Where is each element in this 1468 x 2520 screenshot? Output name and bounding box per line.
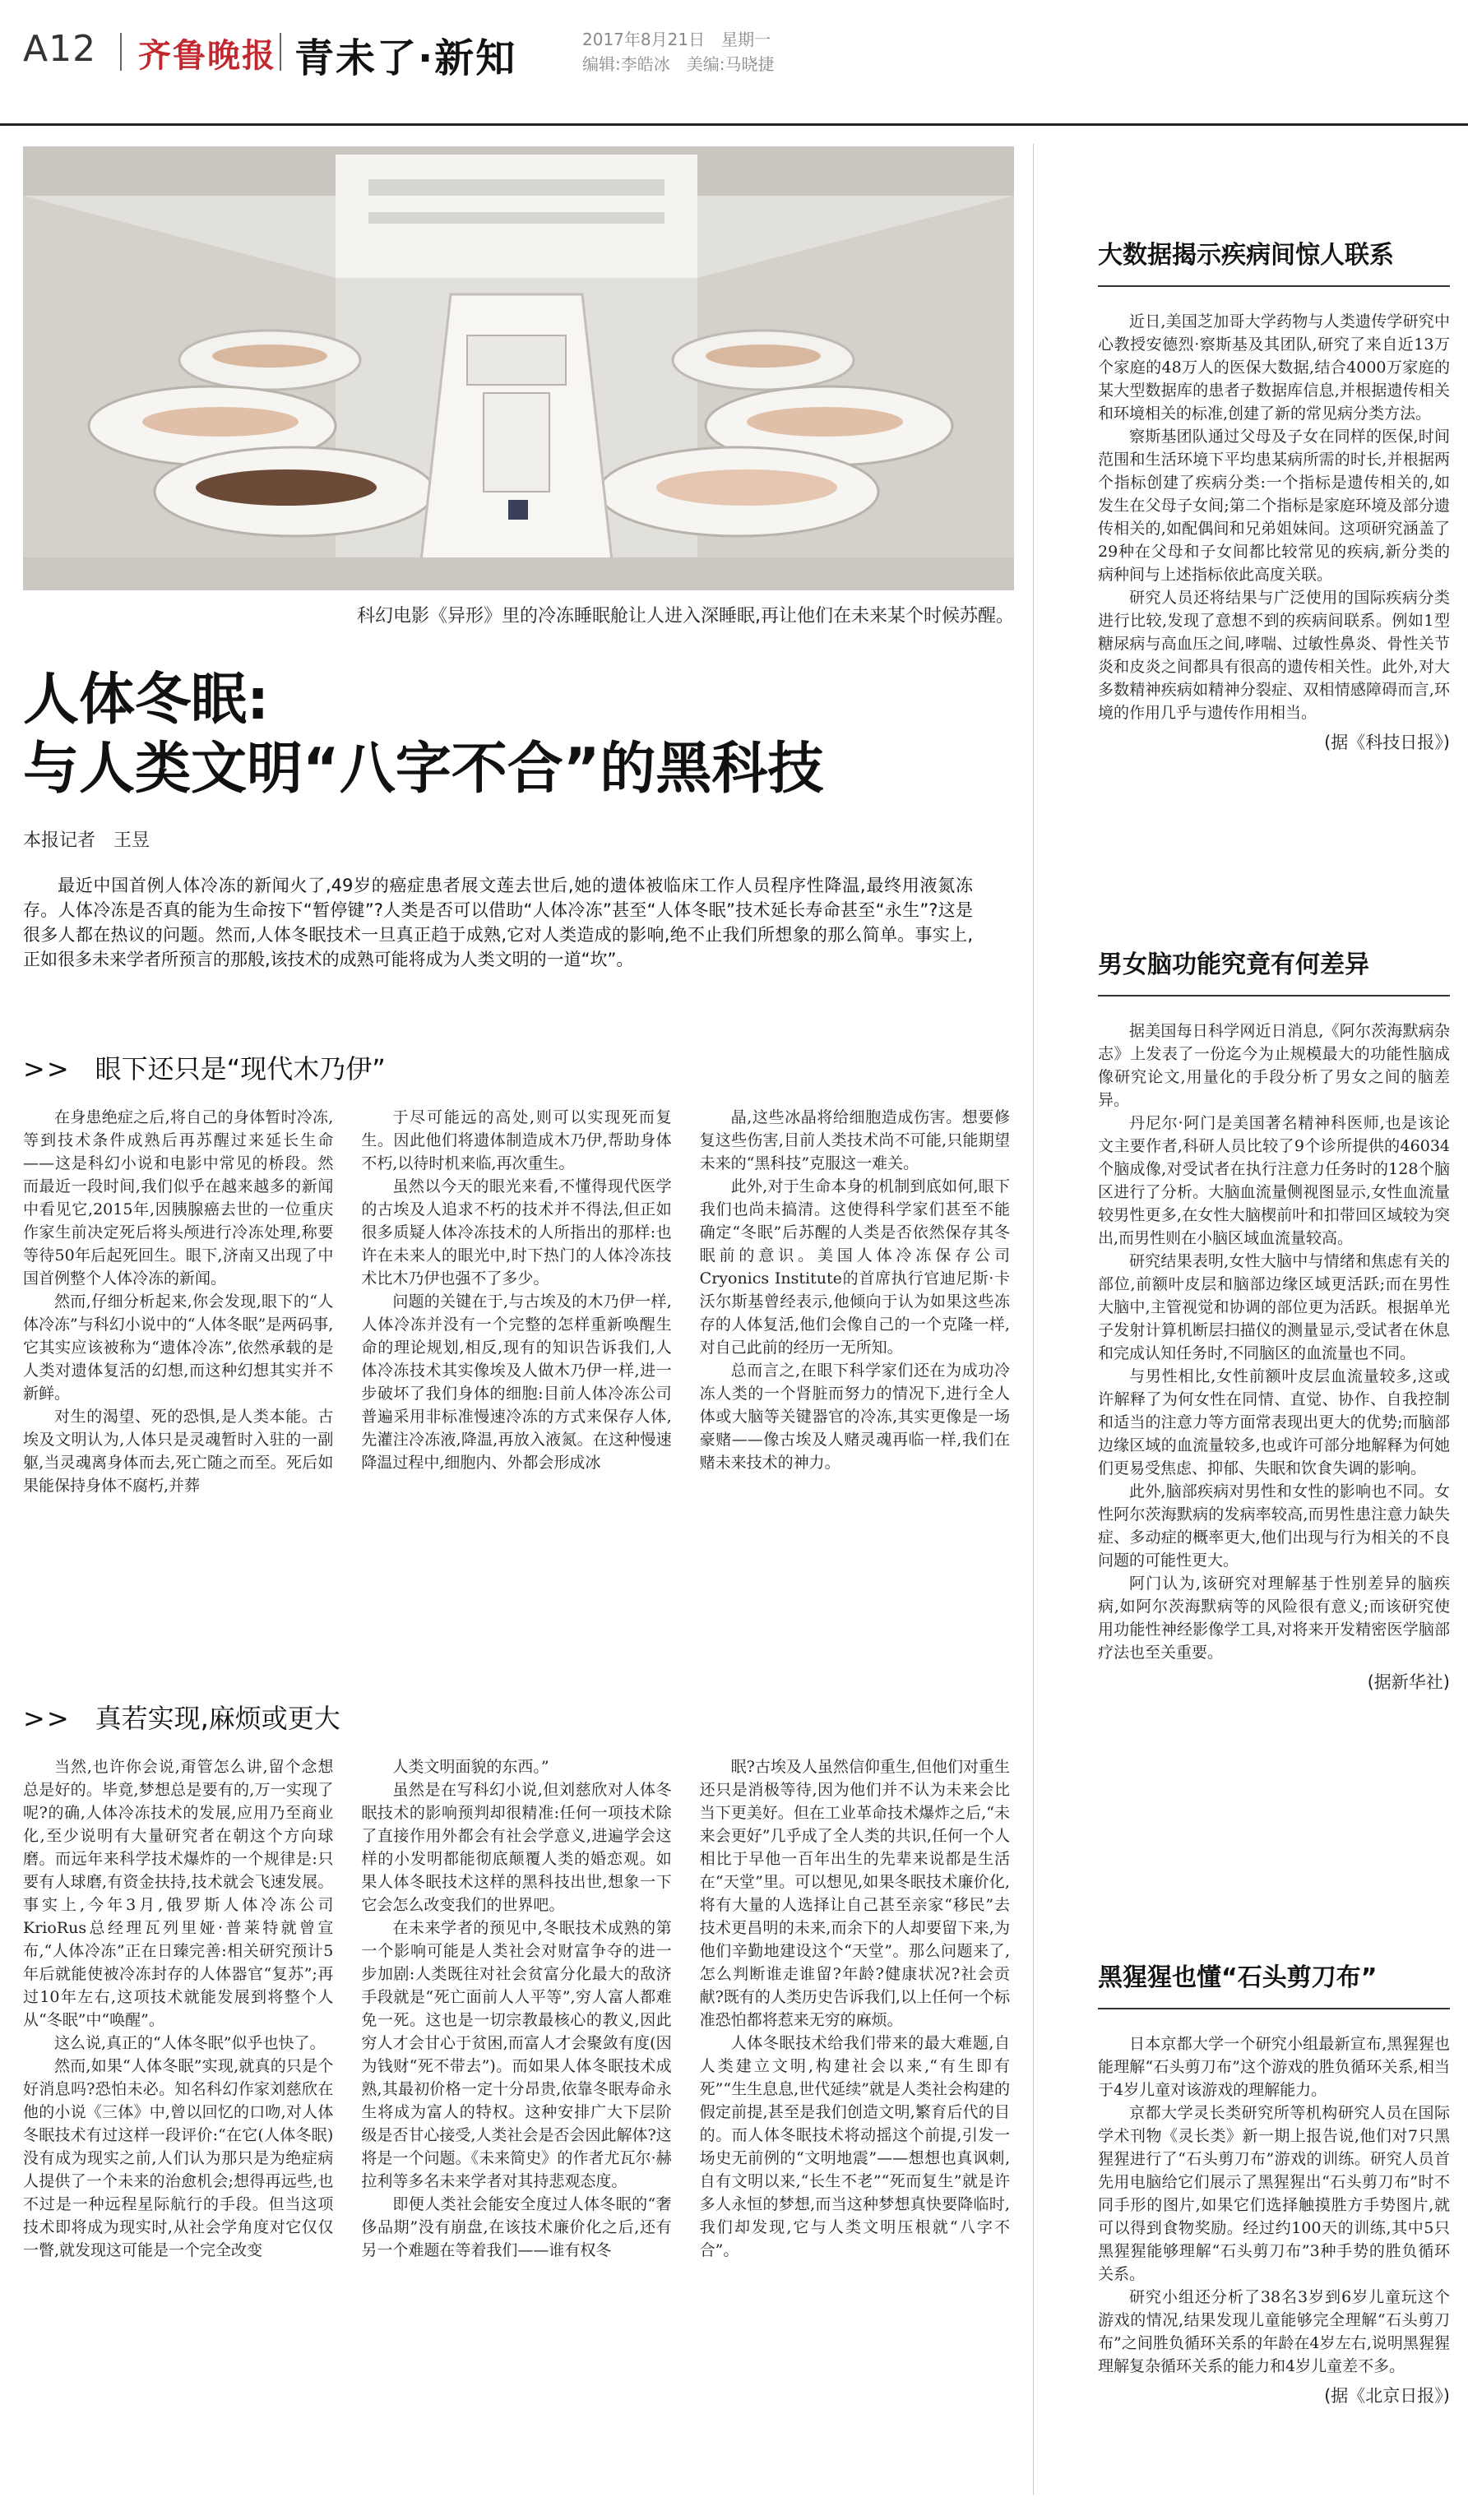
masthead-divider — [120, 33, 122, 71]
section-arrow-icon: >> — [23, 1053, 71, 1084]
body-paragraph: 人类文明面貌的东西。” — [392, 1758, 549, 1776]
sidebar-paragraph: 阿门认为,该研究对理解基于性别差异的脑疾病,如阿尔茨海默病等的风险很有意义;而该研究使用功能性神经影像学工具,对将来开发精密医学脑部疗法也至关重要。 — [1098, 1574, 1450, 1662]
cryosleep-pod-photo — [23, 146, 1014, 590]
section-2-columns — [23, 1755, 1010, 2262]
sidebar-paragraph: 研究小组还分析了38名3岁到6岁儿童玩这个游戏的情况,结果发现儿童能够完全理解“石头剪刀布”之间胜负循环关系的年龄在4岁左右,说明黑猩猩理解复杂循环关系的能力和4岁儿童差不多。 — [1098, 2288, 1450, 2375]
body-paragraph: 这么说,真正的“人体冬眠”似乎也快了。 — [54, 2034, 326, 2052]
sidebar-article-title: 男女脑功能究竟有何差异 — [1098, 950, 1369, 979]
sidebar-article-body — [1098, 2032, 1450, 2378]
photo-illustration — [23, 146, 1014, 590]
body-column — [23, 1106, 333, 1497]
body-column — [23, 1755, 333, 2262]
sidebar-article-body — [1098, 1020, 1450, 1664]
sidebar-paragraph: 研究结果表明,女性大脑中与情绪和焦虑有关的部位,前额叶皮层和脑部边缘区域更活跃;而在男性大脑中,主管视觉和协调的部位更为活跃。根据单光子发射计算机断层扫描仪的测量显示,受试者在休息和完成认知任务时,不同脑区的血流量也不同。 — [1098, 1252, 1450, 1362]
photo-caption: 科幻电影《异形》里的冷冻睡眠舱让人进入深睡眠,再让他们在未来某个时候苏醒。 — [357, 606, 1014, 627]
sidebar-divider — [1033, 144, 1034, 2495]
body-paragraph: 对生的渴望、死的恐惧,是人类本能。古埃及文明认为,人体只是灵魂暂时入驻的一副躯,当灵魂离身体而去,死亡随之而至。死后如果能保持身体不腐朽,并葬 — [23, 1408, 334, 1495]
sidebar-source: (据新华社) — [1367, 1672, 1450, 1692]
issue-date: 2017年8月21日 星期一 — [582, 30, 771, 49]
body-paragraph: 眠?古埃及人虽然信仰重生,但他们对重生还只是消极等待,因为他们并不认为未来会比当下更美好。但在工业革命技术爆炸之后,“未来会更好”几乎成了全人类的共识,任何一个人相比于早他一百年出生的先辈来说都是生活在“天堂”里。可以想见,如果冬眠技术廉价化,将有大量的人选择让自己甚至亲家“移民”去技术更昌明的未来,而余下的人却要留下来,为他们辛勤地建设这个“天堂”。那么问题来了,怎么判断谁走谁留?年龄?健康状况?社会贡献?既有的人类历史告诉我们,以上任何一个标准恐怕都将惹来无穷的麻烦。 — [699, 1758, 1010, 2029]
section-title-2: 真若实现,麻烦或更大 — [95, 1703, 340, 1734]
page-number: A12 — [23, 28, 97, 70]
body-column — [700, 1106, 1010, 1497]
body-paragraph: 在身患绝症之后,将自己的身体暂时冷冻,等到技术条件成熟后再苏醒过来延长生命——这是科幻小说和电影中常见的桥段。然而最近一段时间,我们似乎在越来越多的新闻中看见它,2015年,因胰腺癌去世的一位重庆作家生前决定死后将头颅进行冷冻处理,称要等待50年后起死回生。眼下,济南又出现了中国首例整个人体冷冻的新闻。 — [23, 1108, 334, 1288]
body-paragraph: 然而,仔细分析起来,你会发现,眼下的“人体冷冻”与科幻小说中的“人体冬眠”是两码事,它其实应该被称为“遗体冷冻”,依然承载的是人类对遗体复活的幻想,而这种幻想其实并不新鲜。 — [23, 1292, 334, 1403]
sidebar-title-rule — [1098, 995, 1450, 996]
body-paragraph: 在未来学者的预见中,冬眠技术成熟的第一个影响可能是人类社会对财富争夺的进一步加剧:人类既往对社会贫富分化最大的敌济手段就是“死亡面前人人平等”,穷人富人都难免一死。这也是一切宗教最核心的教义,因此穷人才会甘心于贫困,而富人才会聚敛有度(因为钱财“死不带去”)。而如果人体冬眠技术成熟,其最初价格一定十分昂贵,依靠冬眠寿命永生将成为富人的特权。这种安排广大下层阶级是否甘心接受,人类社会是否会因此解体?这将是一个问题。《未来简史》的作者尤瓦尔·赫拉利等多名未来学者对其持悲观态度。 — [361, 1919, 672, 2190]
sidebar-paragraph: 京都大学灵长类研究所等机构研究人员在国际学术刊物《灵长类》新一期上报告说,他们对7只黑猩猩进行了“石头剪刀布”游戏的训练。研究人员首先用电脑给它们展示了黑猩猩出“石头剪刀布”时不同手形的图片,如果它们选择触摸胜方手势图片,就可以得到食物奖励。经过约100天的训练,其中5只黑猩猩能够理解“石头剪刀布”3种手势的胜负循环关系。 — [1098, 2104, 1450, 2283]
sidebar-paragraph: 丹尼尔·阿门是美国著名精神科医师,也是该论文主要作者,科研人员比较了9个诊所提供的46034个脑成像,对受试者在执行注意力任务时的128个脑区进行了分析。大脑血流量侧视图显示,女性血流量较男性更多,在女性大脑楔前叶和扣带回区域较为突出,而男性则在小脑区域血流量较高。 — [1098, 1114, 1450, 1247]
body-column — [361, 1106, 671, 1497]
body-paragraph: 然而,如果“人体冬眠”实现,就真的只是个好消息吗?恐怕未必。知名科幻作家刘慈欣在他的小说《三体》中,曾以回忆的口吻,对人体冬眠技术有过这样一段评价:“在它(人体冬眠)没有成为现实之前,人们认为那只是为绝症病人提供了一个未来的治愈机会;想得再远些,也不过是一种远程星际航行的手段。但当这项技术即将成为现实时,从社会学角度对它仅仅一瞥,就发现这可能是一个完全改变 — [23, 2057, 334, 2259]
section-arrow-icon: >> — [23, 1703, 71, 1734]
section-1-columns — [23, 1106, 1010, 1497]
byline: 本报记者 王昱 — [23, 830, 151, 851]
body-paragraph: 虽然以今天的眼光来看,不懂得现代医学的古埃及人追求不朽的技术并不得法,但正如很多质疑人体冷冻技术的人所指出的那样:也许在未来人的眼光中,时下热门的人体冷冻技术比木乃伊也强不了多少。 — [361, 1177, 672, 1288]
section-heading-1 — [23, 1048, 386, 1086]
editor-credits: 编辑:李皓冰 美编:马晓捷 — [582, 54, 775, 74]
newspaper-logo: 齐鲁晚报 — [138, 36, 276, 75]
body-paragraph: 当然,也许你会说,甭管怎么讲,留个念想总是好的。毕竟,梦想总是要有的,万一实现了呢?的确,人体冷冻技术的发展,应用乃至商业化,至少说明有大量研究者在朝这个方向球磨。而远年来科学技术爆炸的一个规律是:只要有人球磨,有资金扶持,技术就会飞速发展。事实上,今年3月,俄罗斯人体冷冻公司KrioRus总经理瓦列里娅·普莱特就曾宣布,“人体冷冻”正在日臻完善:相关研究预计5年后就能使被冷冻封存的人体器官“复苏”;再过10年左右,这项技术就能发展到将整个人从“冬眠”中“唤醒”。 — [23, 1758, 334, 2029]
body-paragraph: 此外,对于生命本身的机制到底如何,眼下我们也尚未搞清。这使得科学家们甚至不能确定“冬眠”后苏醒的人类是否依然保存其冬眠前的意识。美国人体冷冻保存公司Cryonics Institute的首席执行官迪尼斯·卡沃尔斯基曾经表示,他倾向于认为如果这些冻存的人体复活,他们会像自己的一个克隆一样,对自己此前的经历一无所知。 — [699, 1177, 1010, 1357]
sidebar-article-chimpanzee — [1098, 1957, 1450, 2407]
sidebar-source: (据《科技日报》) — [1324, 733, 1450, 752]
sidebar-title-rule — [1098, 285, 1450, 287]
sidebar-paragraph: 据美国每日科学网近日消息,《阿尔茨海默病杂志》上发表了一份迄今为止规模最大的功能性脑成像研究论文,用量化的手段分析了男女之间的脑差异。 — [1098, 1022, 1450, 1109]
sidebar-paragraph: 近日,美国芝加哥大学药物与人类遗传学研究中心教授安德烈·察斯基及其团队,研究了来自近13万个家庭的48万人的医保大数据,结合4000万家庭的某大型数据库的患者子数据库信息,并根据遗传相关和环境相关的标准,创建了新的常见病分类方法。 — [1098, 312, 1450, 423]
masthead-rule — [0, 123, 1468, 126]
sidebar-article-title: 黑猩猩也懂“石头剪刀布” — [1098, 1963, 1378, 1992]
body-column — [361, 1755, 671, 2262]
main-headline — [23, 666, 823, 804]
sidebar-title-rule — [1098, 2008, 1450, 2009]
section-title: 青未了·新知 — [294, 35, 517, 81]
sidebar-paragraph: 此外,脑部疾病对男性和女性的影响也不同。女性阿尔茨海默病的发病率较高,而男性患注意力缺失症、多动症的概率更大,他们出现与行为相关的不良问题的可能性更大。 — [1098, 1482, 1450, 1570]
sidebar-article-title: 大数据揭示疾病间惊人联系 — [1098, 241, 1394, 270]
body-paragraph: 即便人类社会能安全度过人体冬眠的“奢侈品期”没有崩盘,在该技术廉价化之后,还有另一个难题在等着我们——谁有权冬 — [361, 2195, 672, 2259]
sidebar-paragraph: 与男性相比,女性前额叶皮层血流量较多,这或许解释了为何女性在同情、直觉、协作、自我控制和适当的注意力等方面常表现出更大的优势;而脑部边缘区域的血流量较多,也或许可部分地解释为何她们更易受焦虑、抑郁、失眠和饮食失调的影响。 — [1098, 1367, 1450, 1477]
sidebar-source: (据《北京日报》) — [1324, 2386, 1450, 2406]
sidebar-paragraph: 研究人员还将结果与广泛使用的国际疾病分类进行比较,发现了意想不到的疾病间联系。例如1型糖尿病与高血压之间,哮喘、过敏性鼻炎、骨性关节炎和皮炎之间都具有很高的遗传相关性。此外,对大多数精神疾病如精神分裂症、双相情感障碍而言,环境的作用几乎与遗传作用相当。 — [1098, 589, 1450, 722]
sidebar-article-big-data — [1098, 234, 1450, 754]
body-paragraph: 晶,这些冰晶将给细胞造成伤害。想要修复这些伤害,目前人类技术尚不可能,只能期望未来的“黑科技”克服这一难关。 — [699, 1108, 1010, 1172]
body-paragraph: 人体冬眠技术给我们带来的最大难题,自人类建立文明,构建社会以来,“有生即有死”“生生息息,世代延续”就是人类社会构建的假定前提,甚至是我们创造文明,繁育后代的目的。而人体冬眠技术将动摇这个前提,引发一场史无前例的“文明地震”——想想也真讽刺,自有文明以来,“长生不老”“死而复生”就是许多人永恒的梦想,而当这种梦想真快要降临时,我们却发现,它与人类文明压根就“八字不合”。 — [699, 2034, 1010, 2259]
headline-line-1: 人体冬眠: — [23, 668, 270, 733]
body-paragraph: 于尽可能远的高处,则可以实现死而复生。因此他们将遗体制造成木乃伊,帮助身体不朽,以待时机来临,再次重生。 — [361, 1108, 672, 1172]
masthead-divider — [280, 33, 281, 71]
body-column — [700, 1755, 1010, 2262]
sidebar-article-body — [1098, 310, 1450, 724]
headline-line-2: 与人类文明“八字不合”的黑科技 — [23, 737, 824, 802]
body-paragraph: 总而言之,在眼下科学家们还在为成功冷冻人类的一个肾脏而努力的情况下,进行全人体或大脑等关键器官的冷冻,其实更像是一场豪赌——像古埃及人赌灵魂再临一样,我们在赌未来技术的神力。 — [699, 1362, 1010, 1472]
body-paragraph: 问题的关键在于,与古埃及的木乃伊一样,人体冷冻并没有一个完整的怎样重新唤醒生命的理论规划,相反,现有的知识告诉我们,人体冷冻技术其实像埃及人做木乃伊一样,进一步破坏了我们身体的细胞:目前人体冷冻公司普遍采用非标准慢速冷冻的方式来保存人体,先灌注冷冻液,降温,再放入液氮。在这种慢速降温过程中,细胞内、外都会形成冰 — [361, 1292, 672, 1472]
body-paragraph: 虽然是在写科幻小说,但刘慈欣对人体冬眠技术的影响预判却很精准:任何一项技术除了直接作用外都会有社会学意义,进遍学会这样的小发明都能彻底颠覆人类的婚恋观。如果人体冬眠技术这样的黑科技出世,想象一下它会怎么改变我们的世界吧。 — [361, 1781, 672, 1914]
section-title-1: 眼下还只是“现代木乃伊” — [95, 1053, 386, 1084]
sidebar-article-brain — [1098, 944, 1450, 1694]
sidebar-paragraph: 日本京都大学一个研究小组最新宣布,黑猩猩也能理解“石头剪刀布”这个游戏的胜负循环关系,相当于4岁儿童对该游戏的理解能力。 — [1098, 2035, 1450, 2099]
lead-paragraph: 最近中国首例人体冷冻的新闻火了,49岁的癌症患者展文莲去世后,她的遗体被临床工作人员程序性降温,最终用液氮冻存。人体冷冻是否真的能为生命按下“暂停键”?人类是否可以借助“人体冷冻”甚至“人体冬眠”技术延长寿命甚至“永生”?这是很多人都在热议的问题。然而,人体冬眠技术一旦真正趋于成熟,它对人类造成的影响,绝不止我们所想象的那么简单。事实上,正如很多未来学者所预言的那般,该技术的成熟可能将成为人类文明的一道“坎”。 — [23, 876, 973, 969]
masthead — [23, 23, 1446, 82]
section-heading-2 — [23, 1698, 340, 1736]
sidebar-paragraph: 察斯基团队通过父母及子女在同样的医保,时间范围和生活环境下平均患某病所需的时长,并根据两个指标创建了疾病分类:一个指标是遗传相关的,如发生在父母子女间;第二个指标是家庭环境及部分遗传相关的,如配偶间和兄弟姐妹间。这项研究涵盖了29种在父母和子女间都比较常见的疾病,新分类的病种间与上述指标依此高度关联。 — [1098, 428, 1450, 584]
